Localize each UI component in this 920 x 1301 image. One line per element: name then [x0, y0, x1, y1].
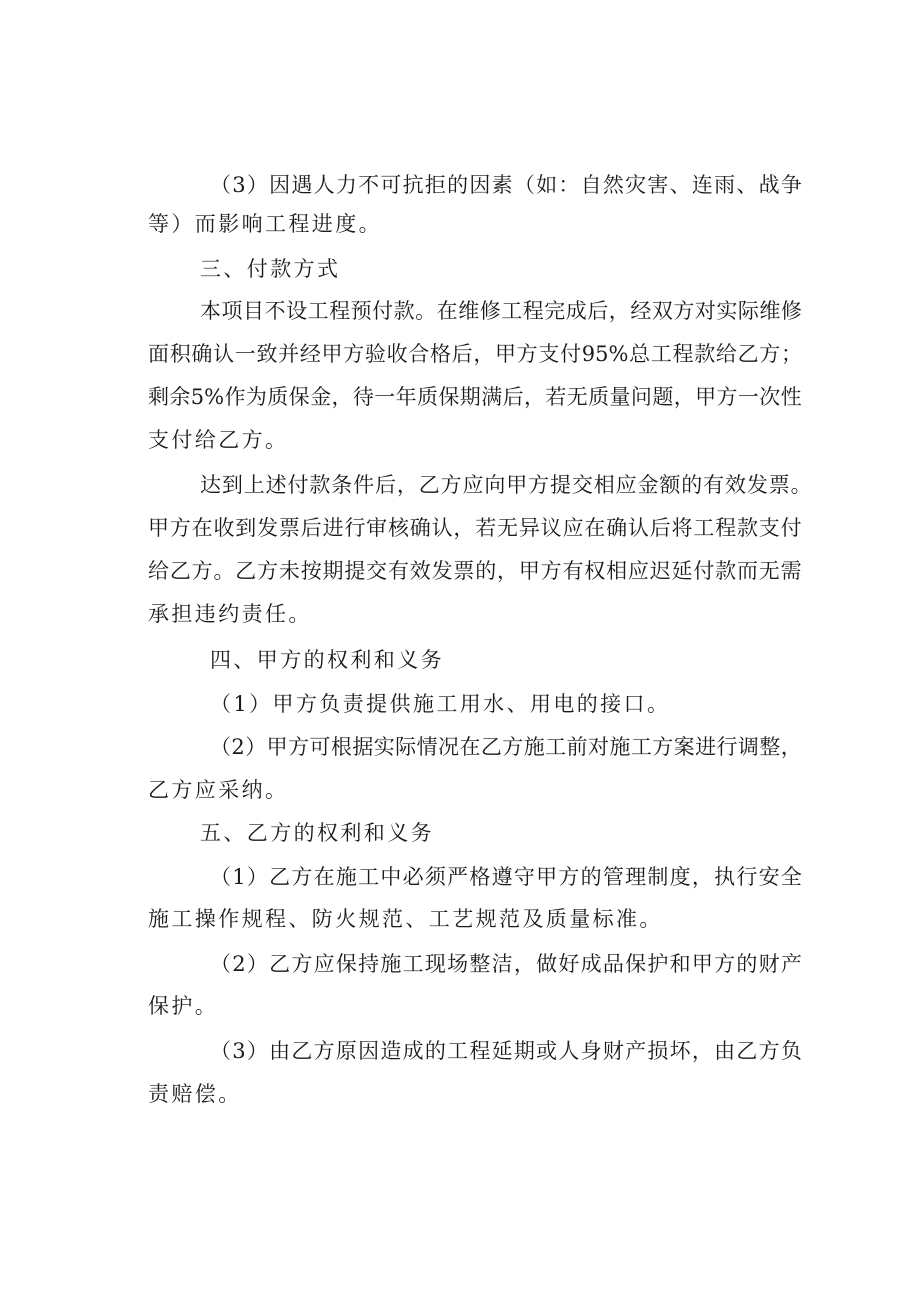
clause-4-2-line-1: （ 2 ） 甲 方 可 根 据 实 际 情 况 在 乙 方 施 工 前 对 施 工 方 案 进 行 调 整 ，	[210, 735, 802, 759]
clause-5-2-line-1: （ 2 ） 乙 方 应 保 持 施 工 现 场 整 洁 ， 做 好 成 品 保 护 和 甲 方 的 财 产	[210, 952, 802, 976]
clause-2-3-line-2: 等）而影响工程进度。	[148, 212, 382, 236]
clause-2-3-line-1: （ 3 ） 因 遇 人 力 不 可 抗 拒 的 因 素 （ 如 ： 自 然 灾 害 、 连 雨 、 战 争	[210, 173, 802, 197]
clause-5-2-line-2: 保护。	[148, 994, 219, 1018]
section-3-heading: 三、付款方式	[200, 257, 341, 281]
clause-4-2-line-2: 乙方应采纳。	[148, 778, 289, 802]
clause-5-3-line-1: （ 3 ） 由 乙 方 原 因 造 成 的 工 程 延 期 或 人 身 财 产 损 坏 ， 由 乙 方 负	[210, 1039, 802, 1063]
clause-5-1-line-2: 施工操作规程、防火规范、工艺规范及质量标准。	[148, 907, 663, 931]
clause-5-1-line-1: （ 1 ） 乙 方 在 施 工 中 必 须 严 格 遵 守 甲 方 的 管 理 制 度 ， 执 行 安 全	[210, 865, 802, 889]
invoice-paragraph-line-3: 给 乙 方 。 乙 方 未 按 期 提 交 有 效 发 票 的 ， 甲 方 有 权 相 应 迟 延 付 款 而 无 需	[148, 559, 802, 583]
payment-paragraph-line-4: 支付给乙方。	[148, 428, 289, 452]
clause-4-1: （1）甲方负责提供施工用水、用电的接口。	[210, 692, 671, 716]
payment-paragraph-line-3: 剩 余 5% 作 为 质 保 金 ， 待 一 年 质 保 期 满 后 ， 若 无 质 量 问 题 ， 甲 方 一 次 性	[148, 385, 802, 409]
clause-5-3-line-2: 责赔偿。	[148, 1082, 242, 1106]
invoice-paragraph-line-4: 承担违约责任。	[148, 602, 312, 626]
payment-paragraph-line-2: 面 积 确 认 一 致 并 经 甲 方 验 收 合 格 后 ， 甲 方 支 付 95% 总 工 程 款 给 乙 方 ；	[148, 342, 802, 366]
payment-paragraph-line-1: 本 项 目 不 设 工 程 预 付 款 。 在 维 修 工 程 完 成 后 ， 经 双 方 对 实 际 维 修	[200, 299, 802, 323]
invoice-paragraph-line-1: 达 到 上 述 付 款 条 件 后 ， 乙 方 应 向 甲 方 提 交 相 应 金 额 的 有 效 发 票 。	[200, 473, 812, 497]
section-5-heading: 五、乙方的权利和义务	[200, 821, 434, 845]
section-4-heading: 四、甲方的权利和义务	[210, 648, 444, 672]
invoice-paragraph-line-2: 甲 方 在 收 到 发 票 后 进 行 审 核 确 认 ， 若 无 异 议 应 在 确 认 后 将 工 程 款 支 付	[148, 516, 802, 540]
